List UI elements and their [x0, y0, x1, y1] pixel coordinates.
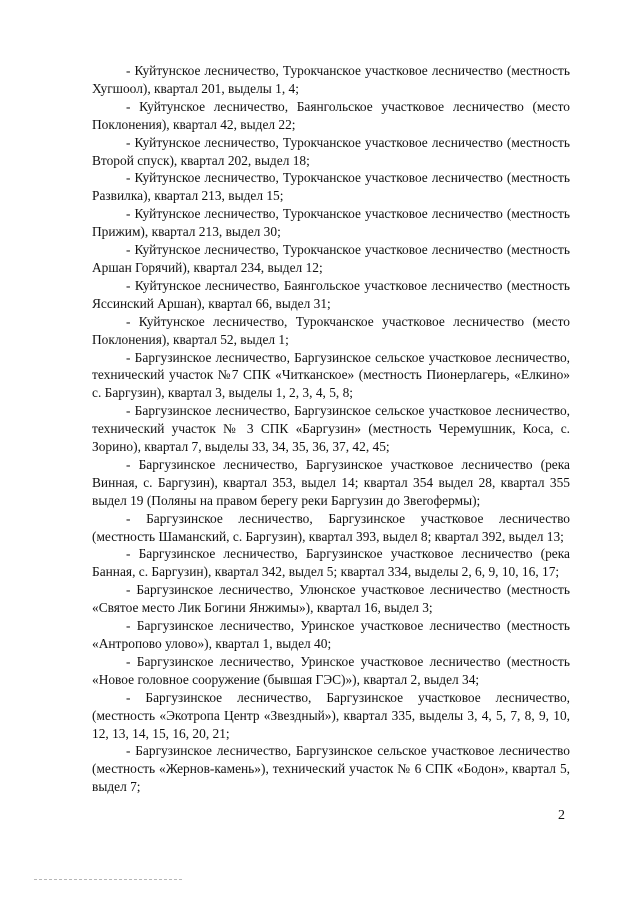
paragraph: - Баргузинское лесничество, Баргузинское участковое лесничество (река Банная, с. Баргузин), квартал 342, выдел 5; квартал 334, выделы 2, 6, 9, 10, 16, 17; — [92, 546, 570, 580]
paragraph: - Баргузинское лесничество, Баргузинское сельское участковое лесничество, технический участок № 3 СПК «Баргузин» (местность Черемушник, Коса, с. Зорино), квартал 7, выделы 33, 34, 35, 36, 37, 42, 45; — [92, 403, 570, 455]
paragraph: - Баргузинское лесничество, Уринское участковое лесничество (местность «Новое головное сооружение (бывшая ГЭС)»), квартал 2, выдел 34; — [92, 653, 570, 687]
paragraph: - Куйтунское лесничество, Турокчанское участковое лесничество (место Поклонения), квартал 52, выдел 1; — [92, 313, 570, 347]
paragraph: - Куйтунское лесничество, Турокчанское участковое лесничество (местность Прижим), квартал 213, выдел 30; — [92, 206, 570, 240]
paragraph: - Куйтунское лесничество, Баянгольское участковое лесничество (место Поклонения), квартал 42, выдел 22; — [92, 98, 570, 132]
page-number: 2 — [558, 808, 565, 823]
footer-scan-mark — [34, 879, 182, 881]
paragraph: - Баргузинское лесничество, Улюнское участковое лесничество (местность «Святое место Лик Богини Янжимы»), квартал 16, выдел 3; — [92, 582, 570, 616]
paragraph: - Баргузинское лесничество, Баргузинское участковое лесничество (местность Шаманский, с. Баргузин), квартал 393, выдел 8; квартал 392, выдел 13; — [92, 510, 570, 544]
paragraph: - Баргузинское лесничество, Баргузинское сельское участковое лесничество (местность «Жернов-камень»), технический участок № 6 СПК «Бодон», квартал 5, выдел 7; — [92, 743, 570, 795]
document-body — [92, 62, 570, 796]
paragraph: - Куйтунское лесничество, Турокчанское участковое лесничество (местность Второй спуск), квартал 202, выдел 18; — [92, 134, 570, 168]
paragraph: - Куйтунское лесничество, Турокчанское участковое лесничество (местность Хугшоол), квартал 201, выделы 1, 4; — [92, 63, 570, 96]
paragraph: - Куйтунское лесничество, Турокчанское участковое лесничество (местность Развилка), квартал 213, выдел 15; — [92, 170, 570, 204]
paragraph: - Баргузинское лесничество, Баргузинское участковое лесничество, (местность «Экотропа Центр «Звездный»), квартал 335, выделы 3, 4, 5, 7, 8, 9, 10, 12, 13, 14, 15, 16, 20, 21; — [92, 689, 570, 741]
paragraph: - Куйтунское лесничество, Турокчанское участковое лесничество (местность Аршан Горячий), квартал 234, выдел 12; — [92, 242, 570, 275]
paragraph: - Куйтунское лесничество, Баянгольское участковое лесничество (местность Яссинский Аршан), квартал 66, выдел 31; — [92, 277, 570, 311]
paragraph: - Баргузинское лесничество, Уринское участковое лесничество (местность «Антропово улово»), квартал 1, выдел 40; — [92, 618, 570, 651]
paragraph: - Баргузинское лесничество, Баргузинское сельское участковое лесничество, технический участок №7 СПК «Читканское» (местность Пионерлагерь, «Елкино» с. Баргузин), квартал 3, выделы 1, 2, 3, 4, 5, 8; — [92, 349, 570, 401]
paragraph: - Баргузинское лесничество, Баргузинское участковое лесничество (река Винная, с. Баргузин), квартал 353, выдел 14; квартал 354 выдел 28, квартал 355 выдел 19 (Поляны на правом берегу реки Баргузин до Звerофермы); — [92, 456, 570, 508]
